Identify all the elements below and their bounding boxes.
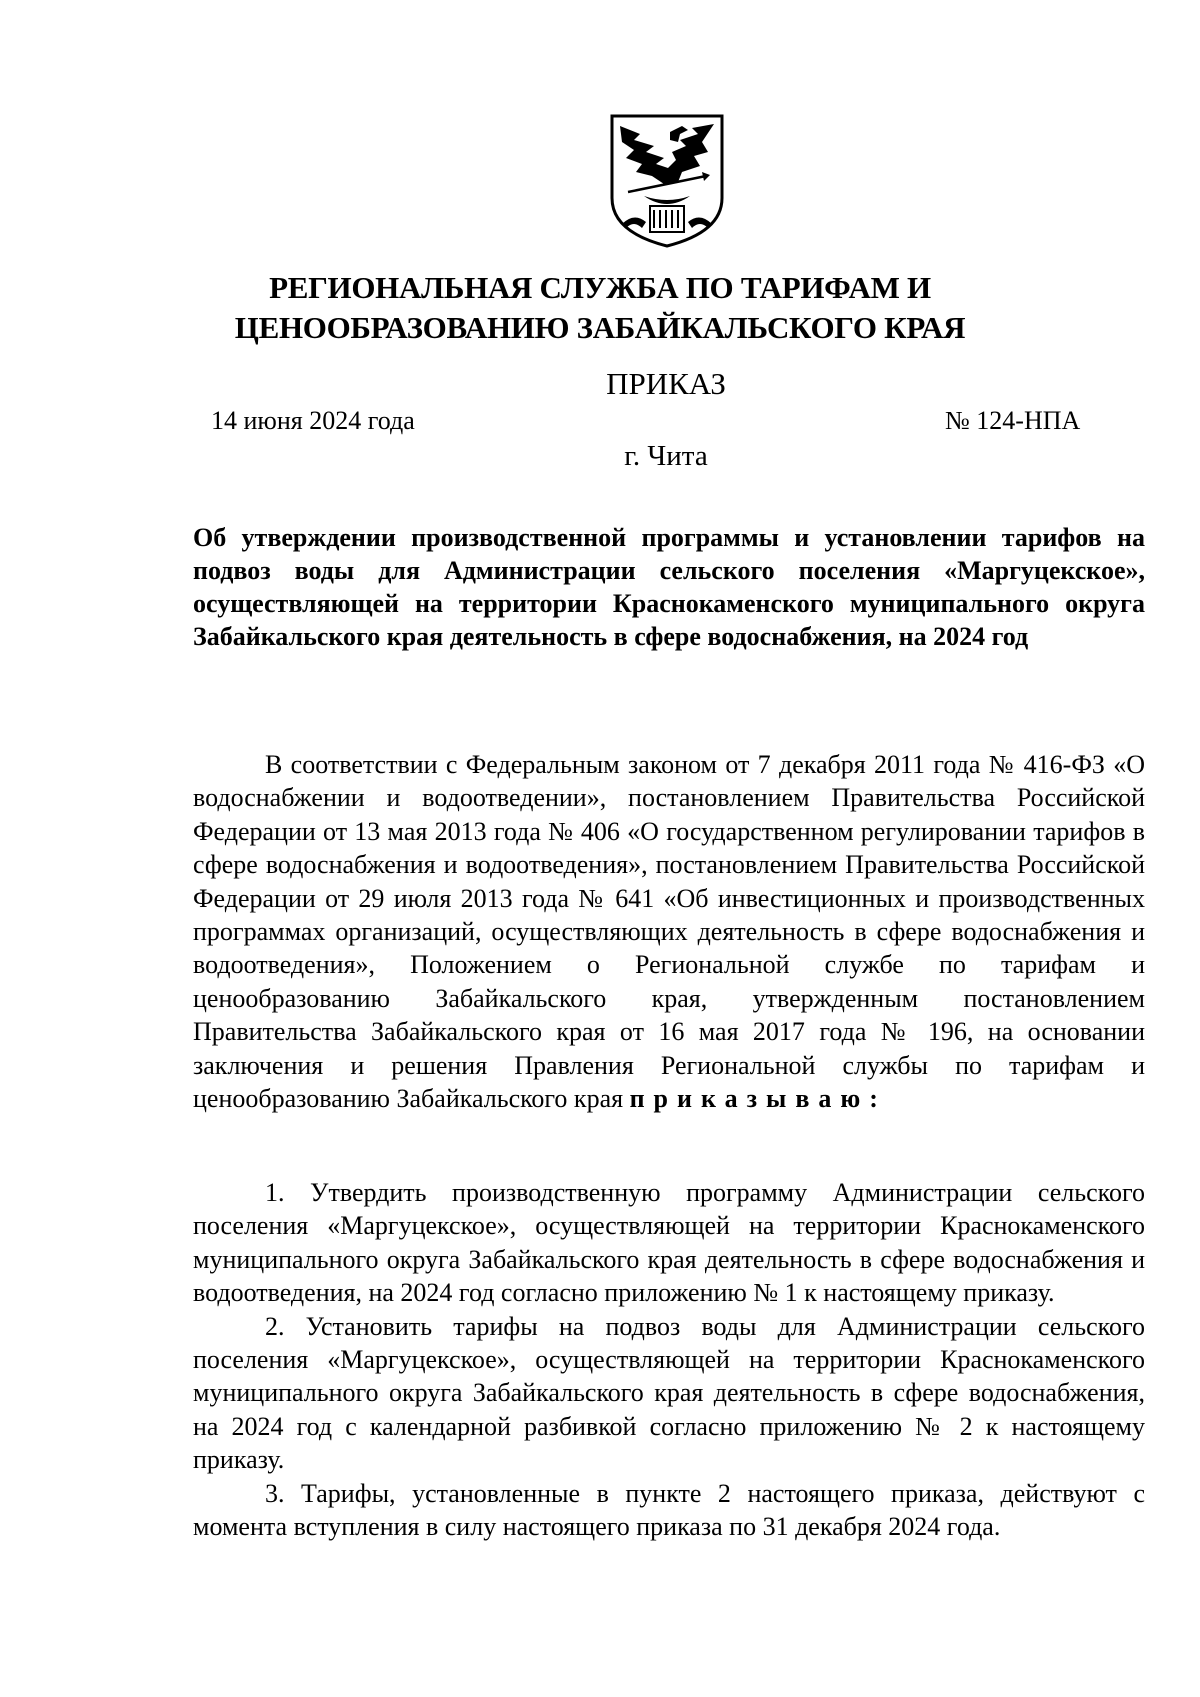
order-item-2: 2. Установить тарифы на подвоз воды для Администрации сельского поселения «Маргуцекское», осуществляющей на территории Краснокаменского муниципального округа Забайкальского края деятельность в сфере водоснабжения, на 2024 год с календарной разбивкой согласно приложению № 2 к настоящему приказу. <box>193 1311 1145 1475</box>
order-word: приказываю: <box>629 1084 887 1114</box>
document-date: 14 июня 2024 года <box>211 406 415 435</box>
document-subject: Об утверждении производственной программы и установлении тарифов на подвоз воды для Администрации сельского поселения «Маргуцекское», осуществляющей на территории Краснокаменского муниципального округа Забайкальского края деятельность в сфере водоснабжения, на 2024 год <box>193 523 1145 651</box>
document-number: № 124-НПА <box>945 406 1081 435</box>
document-type: ПРИКАЗ <box>606 366 726 401</box>
coat-of-arms-icon <box>606 112 728 250</box>
preamble-text: В соответствии с Федеральным законом от 7 декабря 2011 года № 416-ФЗ «О водоснабжении и водоотведении», постановлением Правительства Российской Федерации от 13 мая 2013 года № 406 «О государственном регулировании тарифов в сфере водоснабжения и водоотведения», постановлением Правительства Российской Федерации от 29 июля 2013 года № 641 «Об инвестиционных и производственных программах организаций, осуществляющих деятельность в сфере водоснабжения и водоотведения», Положением о Региональной службе по тарифам и ценообразованию Забайкальского края, утвержденным постановлением Правительства Забайкальского края от 16 мая 2017 года № 196, на основании заключения и решения Правления Региональной службы по тарифам и ценообразованию Забайкальского края <box>193 750 1145 1114</box>
agency-name <box>0 268 1200 348</box>
order-item-3: 3. Тарифы, установленные в пункте 2 настоящего приказа, действуют с момента вступления в силу настоящего приказа по 31 декабря 2024 года. <box>193 1478 1145 1542</box>
order-item-1: 1. Утвердить производственную программу Администрации сельского поселения «Маргуцекское», осуществляющей на территории Краснокаменского муниципального округа Забайкальского края деятельность в сфере водоснабжения и водоотведения, на 2024 год согласно приложению № 1 к настоящему приказу. <box>193 1178 1145 1308</box>
order-items <box>193 1176 1145 1543</box>
document-city: г. Чита <box>624 440 708 472</box>
agency-name-line-2: ЦЕНООБРАЗОВАНИЮ ЗАБАЙКАЛЬСКОГО КРАЯ <box>234 310 966 345</box>
preamble-paragraph <box>193 748 1145 1115</box>
agency-name-line-1: РЕГИОНАЛЬНАЯ СЛУЖБА ПО ТАРИФАМ И <box>269 270 931 305</box>
